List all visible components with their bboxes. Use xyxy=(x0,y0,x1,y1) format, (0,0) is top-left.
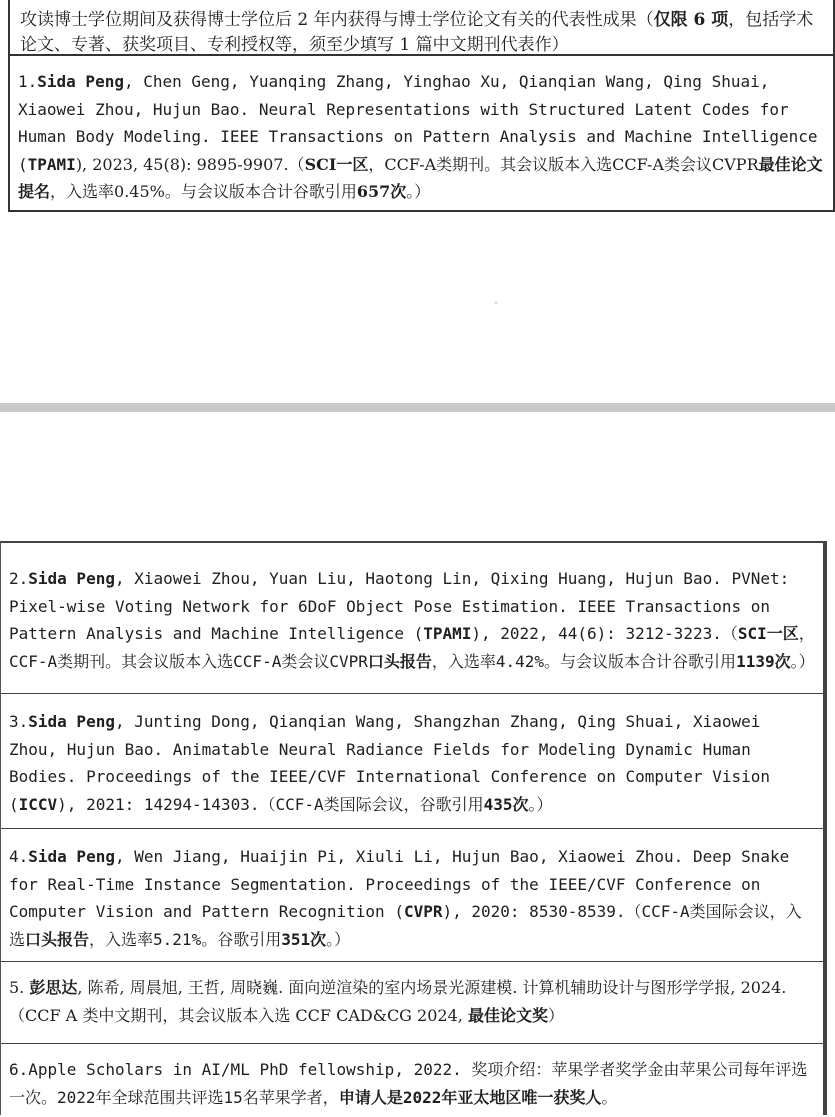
entry-award: 最佳论文奖 xyxy=(467,1005,548,1025)
entry-body: 。） xyxy=(326,929,351,949)
entry-award: 最佳论文提名 xyxy=(18,154,823,201)
entry-award: 申请人是2022年亚太地区唯一获奖人 xyxy=(338,1087,602,1107)
entry-6 xyxy=(1,1044,823,1117)
entry-5 xyxy=(1,962,823,1044)
section-header xyxy=(10,0,833,56)
entry-body: , 陈希, 周晨旭, 王哲, 周晓巍. 面向逆渲染的室内场景光源建模. 计算机辅助设计与图形学学报, 2024.（CCF A 类中文期刊，其会议版本入选 CCF CAD&CG 2024, xyxy=(9,978,787,1025)
entry-body: , Wen Jiang, Huaijin Pi, Xiuli Li, Hujun Bao, Xiaowei Zhou. Deep Snake for Real-Time Instance Segmentation. Proceedings of the IEEE/CVF Conference on Computer Vision and Pattern Recognition ( xyxy=(9,847,790,921)
scan-speck xyxy=(494,301,498,304)
entry-body: 。） xyxy=(528,794,553,814)
entry-citations: 657次 xyxy=(356,182,407,201)
bottom-form-box xyxy=(0,541,827,1115)
entry-4 xyxy=(1,829,823,962)
entry-venue: ICCV xyxy=(18,794,58,814)
entry-body: ，CCF-A类期刊。其会议版本入选CCF-A类会议CVPR xyxy=(368,154,759,174)
header-text-a: 攻读博士学位期间及获得博士学位后 2 年内获得与博士学位论文有关的代表性成果（ xyxy=(20,10,654,30)
entry-3 xyxy=(1,694,823,829)
entry-number: 5. xyxy=(9,978,30,997)
entry-body: ，入选率4.42%。与会议版本合计谷歌引用 xyxy=(431,651,737,671)
entry-author: Sida Peng xyxy=(28,712,115,731)
header-text xyxy=(20,8,823,58)
entry-body: ), 2020: 8530-8539.（CCF-A类国际会议，入选 xyxy=(9,902,802,949)
entry-body: , Chen Geng, Yuanqing Zhang, Yinghao Xu, Qianqian Wang, Qing Shuai, Xiaowei Zhou, Hujun Bao. Neural Representations with Structured Latent Codes for Human Body Modeling. IEEE Transactions on Pattern Analysis and Machine Intelligence ( xyxy=(18,72,818,174)
entry-number: 2. xyxy=(9,569,29,588)
header-text-b: ，包括学术论文、专著、获奖项目、专利授权等，须至少填写 1 篇中文期刊代表作） xyxy=(20,10,814,55)
entry-citations: 351次 xyxy=(281,929,327,949)
entry-body: 。） xyxy=(406,182,431,201)
entry-venue: TPAMI xyxy=(423,624,472,643)
entry-number: 4. xyxy=(9,847,29,866)
entry-venue: TPAMI xyxy=(27,154,76,174)
entry-author: Sida Peng xyxy=(28,569,115,588)
entry-body: ), 2022, 44(6): 3212-3223.（ xyxy=(471,624,738,643)
entry-tag: SCI一区 xyxy=(304,154,369,174)
top-form-box xyxy=(8,0,835,212)
entry-tag: SCI一区 xyxy=(737,624,799,643)
entry-author: Sida Peng xyxy=(28,847,115,866)
entry-body: , Junting Dong, Qianqian Wang, Shangzhan Zhang, Qing Shuai, Xiaowei Zhou, Hujun Bao. Animatable Neural Radiance Fields for Modeling Dynamic Human Bodies. Proceedings of the IEEE/CVF International Conference on Computer Vision ( xyxy=(9,712,770,814)
entry-body: ，CCF-A类期刊。其会议版本入选CCF-A类会议CVPR xyxy=(9,624,815,671)
entry-body: 。） xyxy=(790,651,815,671)
entry-author: Sida Peng xyxy=(37,72,124,91)
entry-1 xyxy=(10,58,833,206)
entry-citations: 1139次 xyxy=(736,651,791,671)
entry-number: 3. xyxy=(9,712,29,731)
entry-2 xyxy=(1,543,823,694)
header-limit: 仅限 6 项 xyxy=(653,10,729,30)
entry-award: 口头报告 xyxy=(25,929,90,949)
entry-body: ） xyxy=(547,1005,564,1025)
entry-number: 6. xyxy=(9,1060,29,1079)
entry-body: ，入选率0.45%。与会议版本合计谷歌引用 xyxy=(50,182,357,201)
entry-citations: 435次 xyxy=(483,794,529,814)
entry-body: Apple Scholars in AI/ML PhD fellowship, 2022. 奖项介绍：苹果学者奖学金由苹果公司每年评选一次。2022年全球范围共评选15名苹果学者， xyxy=(9,1060,808,1107)
entry-body: , Xiaowei Zhou, Yuan Liu, Haotong Lin, Qixing Huang, Hujun Bao. PVNet: Pixel-wise Voting Network for 6DoF Object Pose Estimation. IEEE Transactions on Pattern Analysis and Machine Intelligence ( xyxy=(9,569,790,643)
entry-number: 1. xyxy=(18,72,38,91)
entry-author: 彭思达 xyxy=(29,978,78,997)
entry-award: 口头报告 xyxy=(367,651,432,671)
entry-body: ), 2023, 45(8): 9895-9907.（ xyxy=(75,154,305,174)
entry-body: 。 xyxy=(601,1087,618,1107)
entry-body: ，入选率5.21%。谷歌引用 xyxy=(89,929,282,949)
page-divider xyxy=(0,403,835,412)
entry-venue: CVPR xyxy=(403,902,443,921)
entry-body: ), 2021: 14294-14303.（CCF-A类国际会议，谷歌引用 xyxy=(57,794,484,814)
